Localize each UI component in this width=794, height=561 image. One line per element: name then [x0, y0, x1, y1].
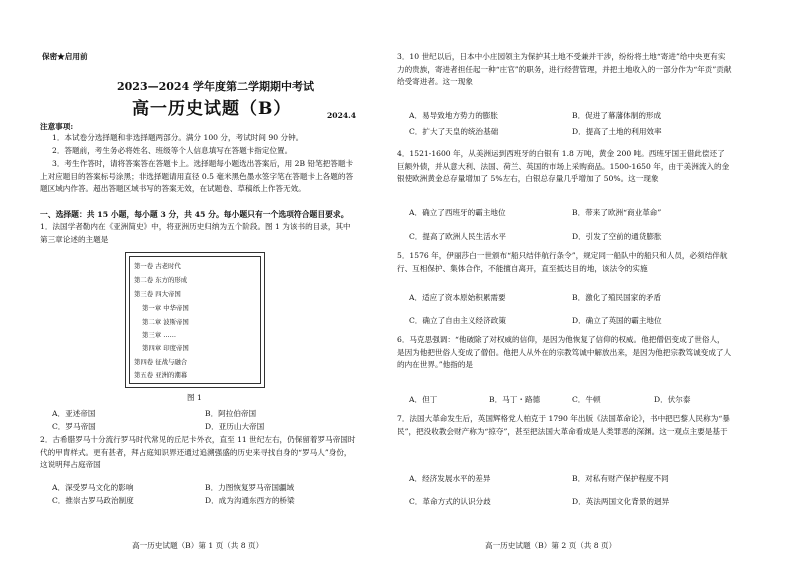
question-6: 6．马克思强调：“他破除了对权威的信仰，是因为他恢复了信仰的权威。他把僧侣变成了世俗人，是因为他把世俗人变成了僧侣。他把人从外在的宗教笃诚中解放出来，是因为他把宗教笃诚变成了人的内在世界。”他指的是: [397, 335, 732, 370]
q7-option-c: C．革命方式的认识分歧: [409, 497, 491, 506]
q2-option-d: D．成为沟通东西方的桥梁: [205, 496, 295, 505]
q1-option-d: D．亚历山大帝国: [205, 422, 265, 431]
note-1: 1．本试卷分选择题和非选择题两部分。满分 100 分，考试时间 90 分钟。: [52, 133, 304, 142]
q4-option-d: D．引发了空前的通货膨胀: [572, 232, 662, 241]
q5-option-a: A．适应了资本原始积累需要: [409, 293, 506, 302]
toc-line: 第一卷 古老时代: [134, 262, 181, 270]
toc-line: 第三卷 四大帝国: [134, 290, 181, 298]
q4-option-b: B．带来了欧洲“商业革命”: [572, 208, 662, 217]
paper-title: 高一历史试题（B）: [132, 99, 292, 119]
q4-option-c: C．提高了欧洲人民生活水平: [409, 232, 506, 241]
toc-line: 第三章 ……: [142, 331, 176, 339]
question-2: 2．古希腊罗马十分流行罗马时代常见的丘尼卡外衣，直至 11 世纪左右，仍保留着罗马帝国时代的甲胄样式。更有甚者，拜占庭知识界还通过追溯强盛的历史来寻找自身的“罗马人”身份，这说明拜占庭帝国: [40, 435, 356, 470]
q1-option-c: C．罗马帝国: [52, 422, 96, 431]
toc-line: 第五卷 亚洲的潮幕: [134, 371, 188, 379]
note-2: 2．答题前，考生务必将姓名、班级等个人信息填写在答题卡指定位置。: [52, 146, 293, 155]
question-5: 5．1576 年，伊丽莎白一世颁布“船只结伴航行条令”，规定同一船队中的船只和人员，必须结伴航行、互相保护、集体合作，不能擅自离开，直至抵达目的地，该法令的实施: [397, 251, 728, 273]
q5-option-b: B．激化了殖民国家的矛盾: [572, 293, 662, 302]
q6-option-b: B．马丁・路德: [489, 395, 541, 404]
figure-caption: 图 1: [187, 393, 202, 402]
q3-option-b: B．促进了幕藩体制的形成: [572, 111, 662, 120]
figure-1-table-of-contents: [125, 252, 265, 388]
question-3: 3．10 世纪以后，日本中小庄园领主为保护其土地不受兼并干涉，纷纷将土地“寄进”给中央更有实力的贵族，寄进者担任起一种“庄官”的职务，进行经营管理，并把土地收入的一部分作为“年贡”贡献给受寄进者。这一现象: [397, 52, 732, 87]
question-1: 1．法国学者勒内在《亚洲简史》中，将亚洲历史归纳为五个阶段。图 1 为该书的目录，其中第三章论述的主题是: [40, 222, 351, 244]
q2-option-b: B．力图恢复罗马帝国疆域: [205, 483, 295, 492]
q1-option-a: A．亚述帝国: [52, 409, 96, 418]
q4-option-a: A．确立了西班牙的霸主地位: [409, 208, 506, 217]
q3-option-a: A．易导致地方势力的膨胀: [409, 111, 499, 120]
q7-option-b: B．对私有财产保护程度不同: [572, 474, 669, 483]
q7-option-a: A．经济发展水平的差异: [409, 474, 491, 483]
exam-date: 2024.4: [327, 111, 357, 120]
toc-line: 第四章 印度帝国: [142, 344, 189, 352]
q1-option-b: B．阿拉伯帝国: [205, 409, 257, 418]
question-4: 4．1521-1600 年，从美洲运到西班牙的白银有 1.8 万吨，黄金 200 吨。西班牙国王借此偿还了巨额外债，并从意大利、法国、荷兰、英国的市场上采购商品。1500-1650 年，由于美洲流入的金银使欧洲黄金总存量增加了 5%左右，白银总存量几乎增加了 50%。这一现象: [397, 149, 730, 184]
q3-option-c: C．扩大了天皇的统治基础: [409, 127, 499, 136]
confidential-mark: 保密★启用前: [42, 52, 88, 61]
right-page: [397, 0, 794, 561]
exam-title: 2023—2024 学年度第二学期期中考试: [117, 80, 315, 93]
q6-option-d: D．伏尔泰: [654, 395, 691, 404]
q2-option-a: A．深受罗马文化的影响: [52, 483, 134, 492]
question-7: 7．法国大革命发生后，英国辉格党人柏克于 1790 年出版《法国革命论》，书中把巴黎人民称为“暴民”，把没收教会财产称为“掠夺”，甚至把法国大革命看成是人类罪恶的深渊。这一观点主要是基于: [397, 414, 730, 436]
toc-line: 第二章 波斯帝国: [142, 318, 189, 326]
q6-option-c: C．牛顿: [572, 395, 601, 404]
q2-option-c: C．推崇古罗马政治制度: [52, 496, 134, 505]
q3-option-d: D．提高了土地的利用效率: [572, 127, 662, 136]
toc-line: 第二卷 东方的形成: [134, 276, 188, 284]
page-footer-1: 高一历史试题（B）第 1 页（共 8 页）: [132, 541, 264, 550]
q5-option-c: C．确立了自由主义经济政策: [409, 316, 506, 325]
toc-line: 第四卷 征战与融合: [134, 358, 188, 366]
q7-option-d: D．英法两国文化背景的迥异: [572, 497, 670, 506]
toc-line: 第一章 中华帝国: [142, 304, 189, 312]
q5-option-d: D．确立了英国的霸主地位: [572, 316, 662, 325]
q6-option-a: A．但丁: [409, 395, 438, 404]
notes-heading: 注意事项:: [40, 122, 74, 131]
note-3: 3．考生作答时，请将答案答在答题卡上。选择题每小题选出答案后，用 2B 铅笔把答题卡上对应题目的答案标号涂黑；非选择题请用直径 0.5 毫米黑色墨水签字笔在答题卡上各题的答题区域内作答。超出答题区域书写的答案无效，在试题卷、草稿纸上作答无效。: [40, 159, 354, 194]
page-footer-2: 高一历史试题（B）第 2 页（共 8 页）: [485, 541, 617, 550]
section-heading: 一、选择题：共 15 小题，每小题 3 分，共 45 分。每小题只有一个选项符合题目要求。: [40, 210, 349, 219]
